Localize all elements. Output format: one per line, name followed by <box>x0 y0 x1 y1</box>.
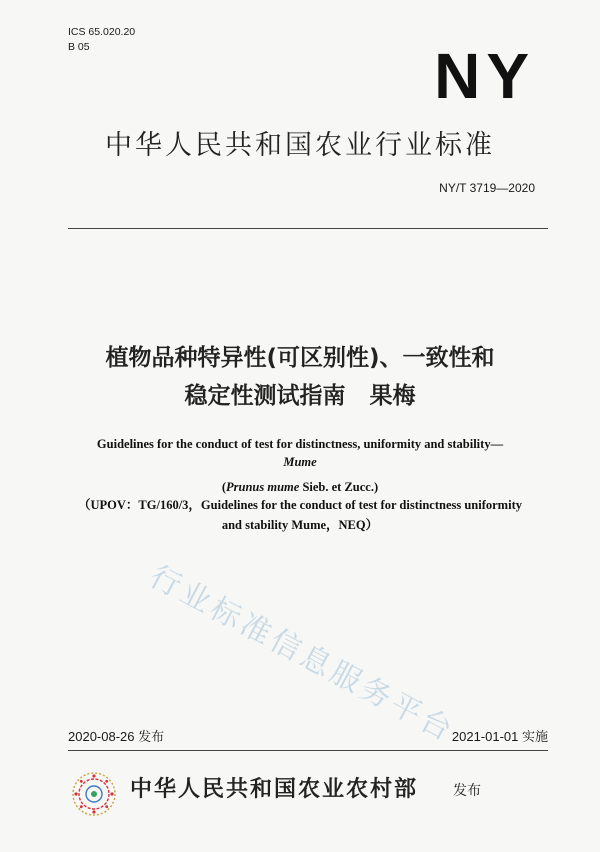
issuer-suffix: 发布 <box>453 783 481 799</box>
chinese-title-line-2: 稳定性测试指南 果梅 <box>184 383 416 409</box>
upov-reference-line-1: （UPOV：TG/160/3，Guidelines for the conduct of test for distinctness uniformity <box>78 498 522 512</box>
latin-genus-species: Prunus mume <box>226 480 300 494</box>
ccs-code: B 05 <box>68 41 90 53</box>
standard-category-title: 中华人民共和国农业行业标准 <box>105 130 495 161</box>
publish-date: 2020-08-26 发布 <box>68 729 165 744</box>
english-title-line-1: Guidelines for the conduct of test for distinctness, uniformity and stability— <box>96 437 504 451</box>
latin-authority: Sieb. et Zucc. <box>299 480 374 494</box>
footer-divider <box>68 750 548 751</box>
watermark-text: 行业标准信息服务平台 <box>144 559 461 750</box>
effective-date: 2021-01-01 实施 <box>451 729 548 744</box>
ministry-emblem-icon <box>70 770 118 818</box>
ics-code: ICS 65.020.20 <box>68 26 136 38</box>
ny-logo: NY <box>434 40 535 112</box>
header-divider <box>68 228 548 229</box>
chinese-title-line-1: 植物品种特异性(可区别性)、一致性和 <box>105 345 495 371</box>
latin-name: (Prunus mume Sieb. et Zucc.) <box>221 480 379 494</box>
issuing-authority: 中华人民共和国农业农村部 <box>130 777 419 802</box>
english-title-mume: Mume <box>283 455 317 469</box>
upov-reference-line-2: and stability Mume，NEQ） <box>221 518 379 532</box>
standard-number: NY/T 3719—2020 <box>439 181 535 195</box>
english-title-line-2 <box>40 454 560 470</box>
